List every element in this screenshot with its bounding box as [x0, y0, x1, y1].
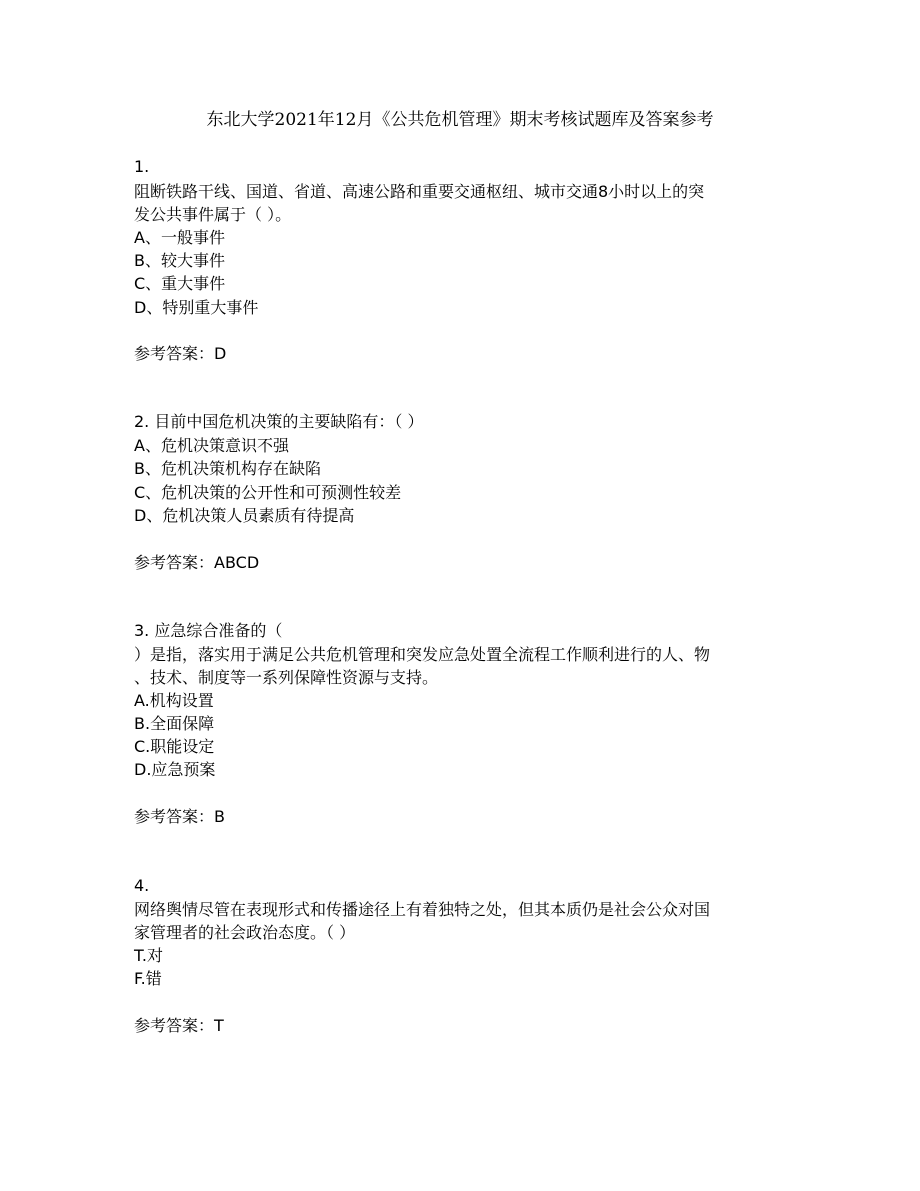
q2-option-c: C、危机决策的公开性和可预测性较差	[134, 483, 402, 502]
q3-stem-line-0: 3. 应急综合准备的（	[134, 621, 283, 640]
q1-option-a: A、一般事件	[134, 228, 225, 247]
q3-stem-line-2: 、技术、制度等一系列保障性资源与支持。	[134, 668, 439, 687]
q1-answer: 参考答案：D	[134, 344, 227, 363]
q3-option-b: B.全面保障	[134, 714, 215, 733]
q3-option-a: A.机构设置	[134, 691, 214, 710]
document-title: 东北大学2021年12月《公共危机管理》期末考核试题库及答案参考	[206, 110, 714, 130]
q1-stem-line-1: 阻断铁路干线、国道、省道、高速公路和重要交通枢纽、城市交通8小时以上的突	[134, 182, 705, 201]
q2-option-a: A、危机决策意识不强	[134, 436, 289, 455]
q4-stem-line-2: 家管理者的社会政治态度。（ ）	[134, 923, 356, 942]
q2-stem-line-0: 2. 目前中国危机决策的主要缺陷有：（ ）	[134, 412, 424, 431]
q3-stem-line-1: ）是指，落实用于满足公共危机管理和突发应急处置全流程工作顺利进行的人、物	[134, 645, 711, 664]
q2-option-b: B、危机决策机构存在缺陷	[134, 459, 321, 478]
q1-stem-line-2: 发公共事件属于（ ）。	[134, 205, 292, 224]
q4-option-t: T.对	[134, 946, 163, 965]
q1-option-b: B、较大事件	[134, 251, 225, 270]
q3-option-c: C.职能设定	[134, 737, 215, 756]
q1-option-c: C、重大事件	[134, 274, 226, 293]
q2-option-d: D、危机决策人员素质有待提高	[134, 506, 355, 525]
q1-option-d: D、特别重大事件	[134, 298, 259, 317]
q3-option-d: D.应急预案	[134, 760, 216, 779]
q1-number: 1.	[134, 157, 150, 176]
q3-answer: 参考答案：B	[134, 807, 225, 826]
q4-stem-line-1: 网络舆情尽管在表现形式和传播途径上有着独特之处，但其本质仍是社会公众对国	[134, 900, 711, 919]
q4-option-f: F.错	[134, 969, 162, 988]
q4-answer: 参考答案：T	[134, 1016, 224, 1035]
q4-number: 4.	[134, 876, 150, 895]
q2-answer: 参考答案：ABCD	[134, 553, 260, 572]
